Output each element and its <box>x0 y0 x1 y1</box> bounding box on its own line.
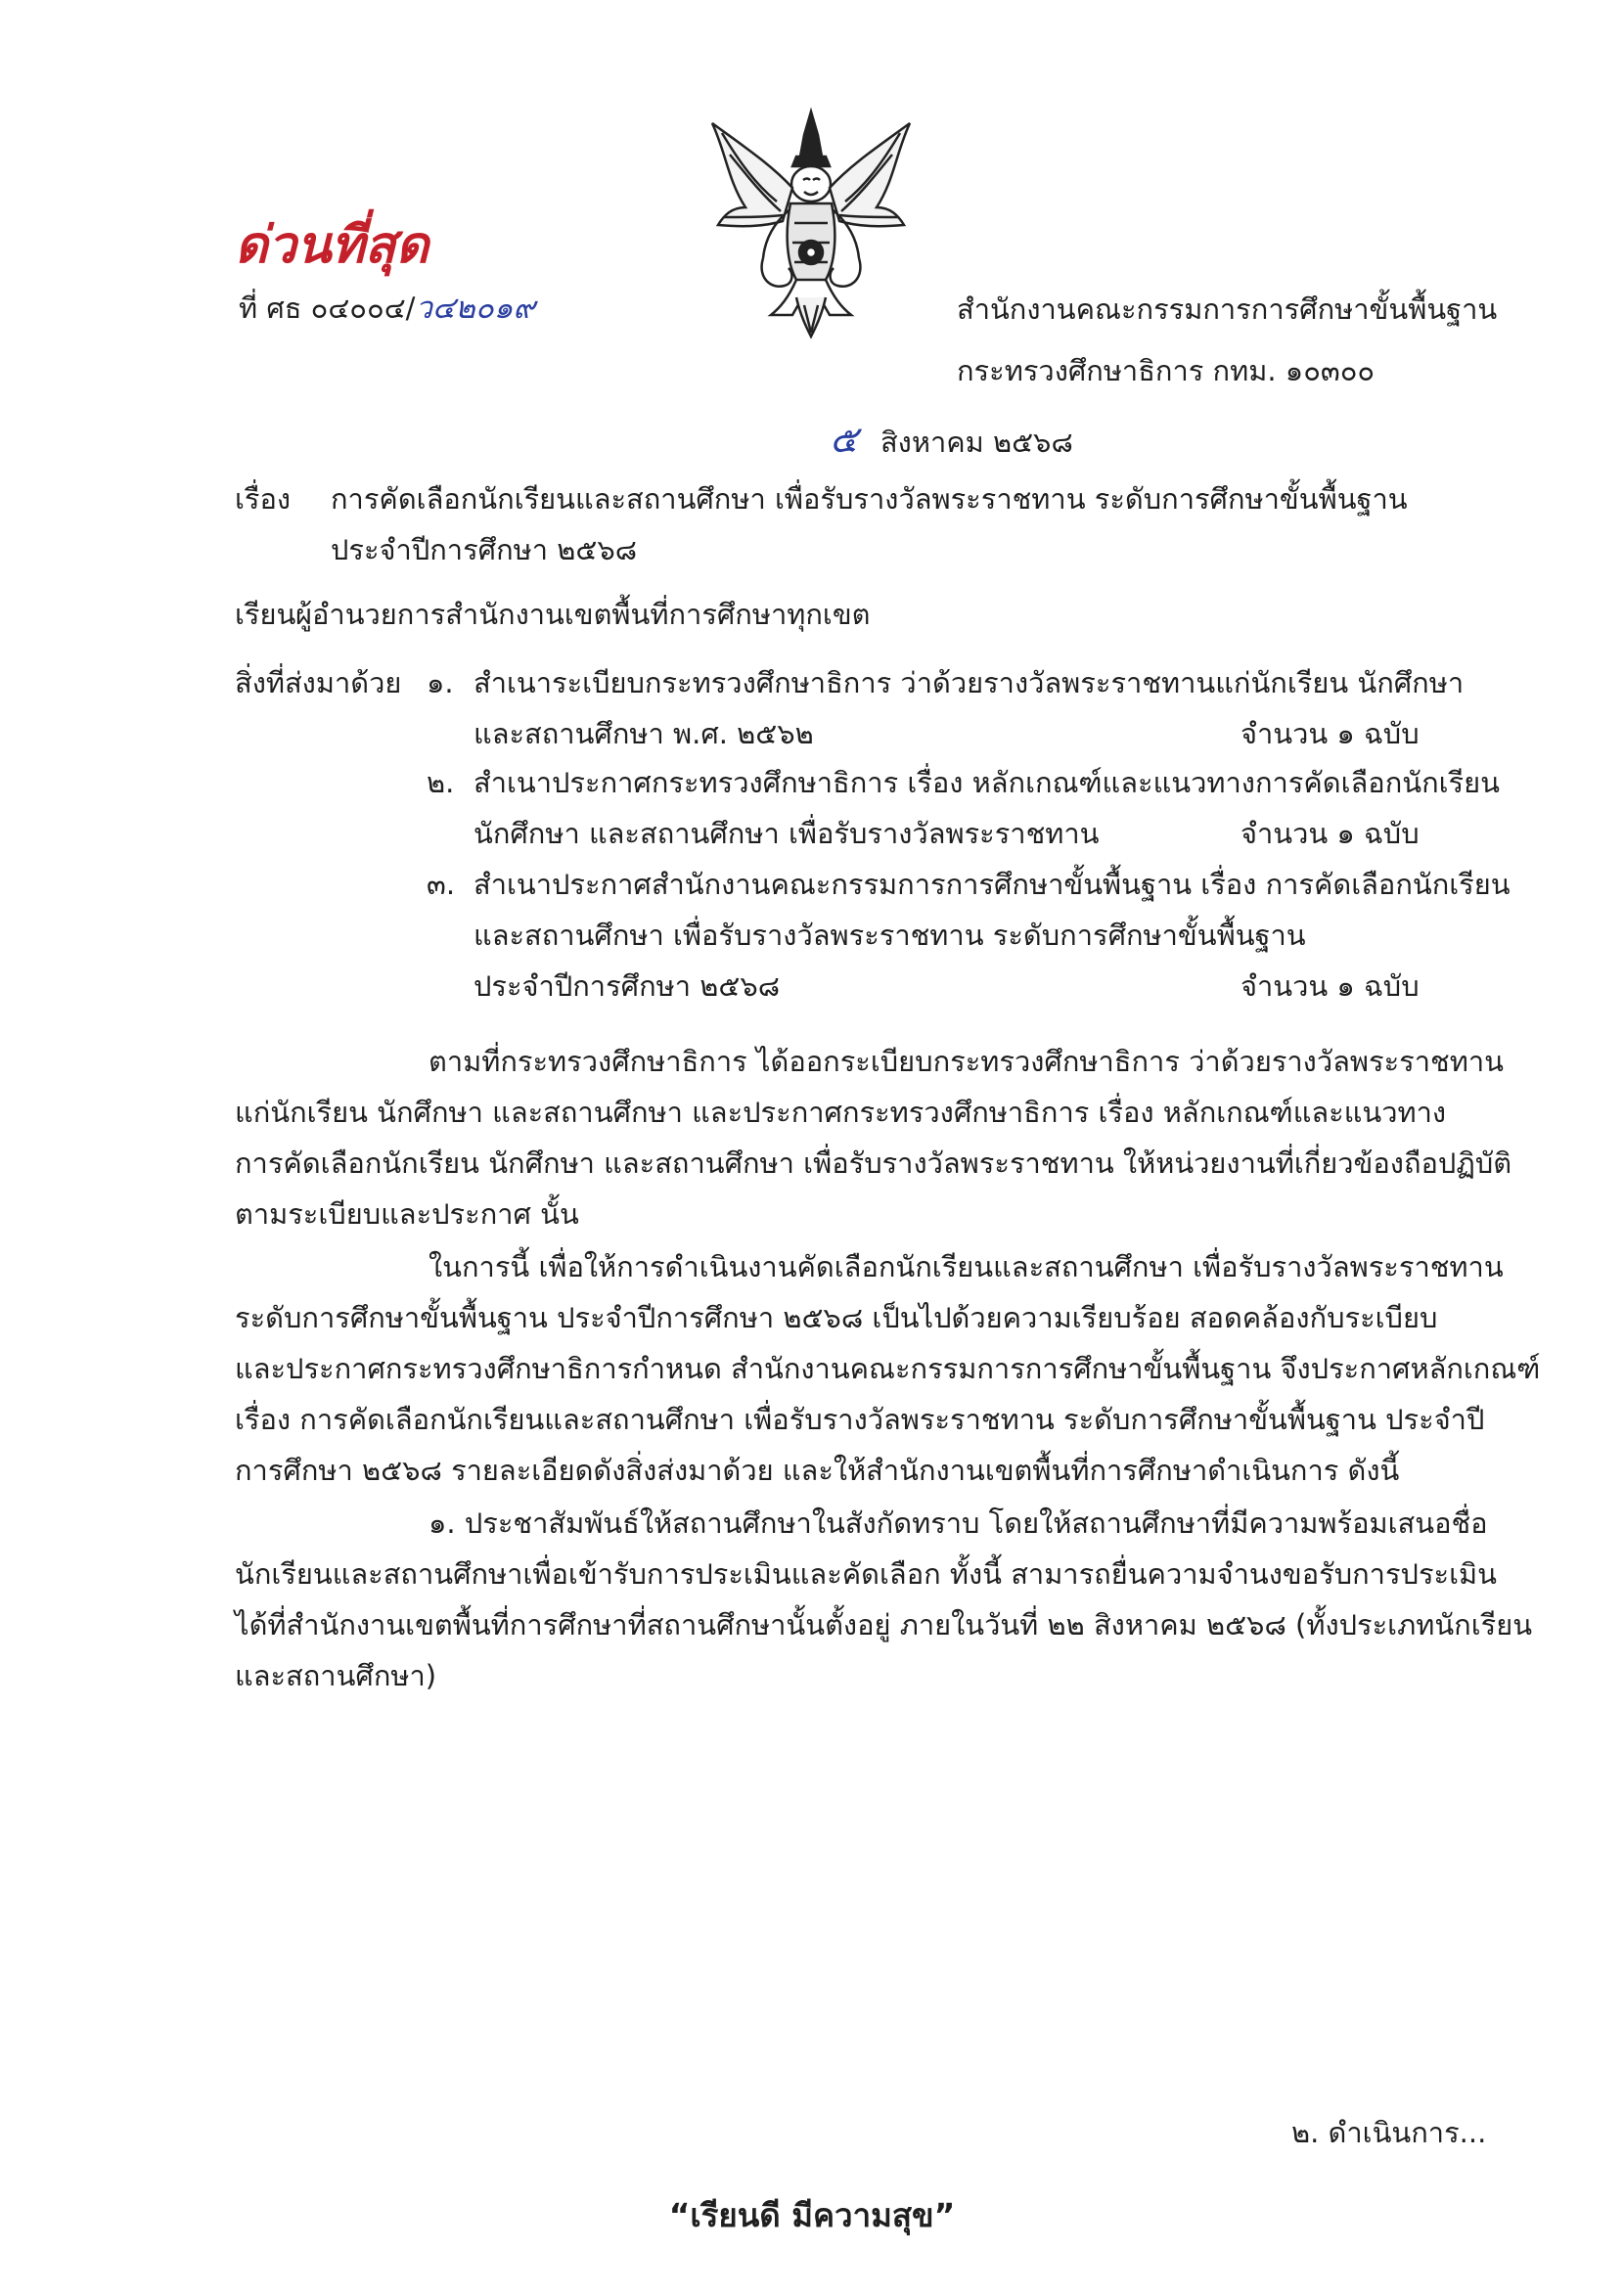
date-month-year: สิงหาคม ๒๕๖๘ <box>880 426 1073 459</box>
paragraph-3-line: นักเรียนและสถานศึกษาเพื่อเข้ารับการประเมินและคัดเลือก ทั้งนี้ สามารถยื่นความจำนงขอรับการประเมิน <box>235 1557 1497 1591</box>
garuda-emblem <box>702 106 920 340</box>
paragraph-2-line: และประกาศกระทรวงศึกษาธิการกำหนด สำนักงานคณะกรรมการการศึกษาขั้นพื้นฐาน จึงประกาศหลักเกณฑ์ <box>235 1352 1541 1385</box>
paragraph-2-line: การศึกษา ๒๕๖๘ รายละเอียดดังสิ่งส่งมาด้วย และให้สำนักงานเขตพื้นที่การศึกษาดำเนินการ ดังนี้ <box>235 1454 1400 1487</box>
reference-number <box>239 293 535 324</box>
enclosure-3-line3: ประจำปีการศึกษา ๒๕๖๘ <box>474 969 781 1003</box>
slogan: “เรียนดี มีความสุข” <box>668 2196 956 2234</box>
reference-prefix: ที่ ศธ ๐๔๐๐๔/ <box>239 292 416 325</box>
enclosure-1-line2: และสถานศึกษา พ.ศ. ๒๕๖๒ <box>474 717 814 750</box>
enclosure-2-quantity: จำนวน ๑ ฉบับ <box>1241 817 1420 850</box>
subject-line2: ประจำปีการศึกษา ๒๕๖๘ <box>331 533 638 566</box>
issuing-office-line2: กระทรวงศึกษาธิการ กทม. ๑๐๓๐๐ <box>957 354 1376 387</box>
paragraph-1-line: ตามที่กระทรวงศึกษาธิการ ได้ออกระเบียบกระทรวงศึกษาธิการ ว่าด้วยรางวัลพระราชทาน <box>429 1045 1504 1078</box>
document-date <box>830 418 1073 461</box>
paragraph-3-line: และสถานศึกษา) <box>235 1659 437 1692</box>
enclosure-3-line2: และสถานศึกษา เพื่อรับรางวัลพระราชทาน ระดับการศึกษาขั้นพื้นฐาน <box>474 919 1306 952</box>
subject-line1: การคัดเลือกนักเรียนและสถานศึกษา เพื่อรับรางวัลพระราชทาน ระดับการศึกษาขั้นพื้นฐาน <box>331 482 1408 516</box>
enclosure-3-line1: สำเนาประกาศสำนักงานคณะกรรมการการศึกษาขั้นพื้นฐาน เรื่อง การคัดเลือกนักเรียน <box>474 868 1511 901</box>
paragraph-3-line: ๑. ประชาสัมพันธ์ให้สถานศึกษาในสังกัดทราบ โดยให้สถานศึกษาที่มีความพร้อมเสนอชื่อ <box>429 1506 1488 1540</box>
addressee: ผู้อำนวยการสำนักงานเขตพื้นที่การศึกษาทุกเขต <box>295 598 871 631</box>
enclosure-number-2: ๒. <box>427 766 455 799</box>
paragraph-2-line: เรื่อง การคัดเลือกนักเรียนและสถานศึกษา เพื่อรับรางวัลพระราชทาน ระดับการศึกษาขั้นพื้นฐาน ประจำปี <box>235 1403 1485 1436</box>
enclosure-2-line1: สำเนาประกาศกระทรวงศึกษาธิการ เรื่อง หลักเกณฑ์และแนวทางการคัดเลือกนักเรียน <box>474 766 1500 799</box>
enclosure-1-line1: สำเนาระเบียบกระทรวงศึกษาธิการ ว่าด้วยรางวัลพระราชทานแก่นักเรียน นักศึกษา <box>474 666 1465 699</box>
paragraph-1-line: ตามระเบียบและประกาศ นั้น <box>235 1197 579 1231</box>
paragraph-2-line: ในการนี้ เพื่อให้การดำเนินงานคัดเลือกนักเรียนและสถานศึกษา เพื่อรับรางวัลพระราชทาน <box>429 1250 1504 1283</box>
enclosure-2-line2: นักศึกษา และสถานศึกษา เพื่อรับรางวัลพระราชทาน <box>474 817 1100 850</box>
enclosures-label: สิ่งที่ส่งมาด้วย <box>235 666 402 699</box>
reference-handwritten-number: ว๔๒๐๑๙ <box>415 291 536 326</box>
issuing-office-line1: สำนักงานคณะกรรมการการศึกษาขั้นพื้นฐาน <box>957 292 1498 326</box>
paragraph-1-line: การคัดเลือกนักเรียน นักศึกษา และสถานศึกษา เพื่อรับรางวัลพระราชทาน ให้หน่วยงานที่เกี่ยวข้องถือปฏิบัติ <box>235 1146 1512 1180</box>
addressee-label: เรียน <box>235 598 296 631</box>
continued-on-next-page: ๒. ดำเนินการ... <box>1291 2116 1487 2149</box>
subject-label: เรื่อง <box>235 482 292 516</box>
enclosure-number-1: ๑. <box>427 666 454 699</box>
urgency-label: ด่วนที่สุด <box>235 216 429 275</box>
date-day-handwritten: ๕ <box>830 418 858 461</box>
paragraph-2-line: ระดับการศึกษาขั้นพื้นฐาน ประจำปีการศึกษา ๒๕๖๘ เป็นไปด้วยความเรียบร้อย สอดคล้องกับระเบียบ <box>235 1301 1438 1334</box>
paragraph-1-line: แก่นักเรียน นักศึกษา และสถานศึกษา และประกาศกระทรวงศึกษาธิการ เรื่อง หลักเกณฑ์และแนวทาง <box>235 1096 1447 1129</box>
enclosure-3-quantity: จำนวน ๑ ฉบับ <box>1241 969 1420 1003</box>
enclosure-1-quantity: จำนวน ๑ ฉบับ <box>1241 717 1420 750</box>
paragraph-3-line: ได้ที่สำนักงานเขตพื้นที่การศึกษาที่สถานศึกษานั้นตั้งอยู่ ภายในวันที่ ๒๒ สิงหาคม ๒๕๖๘ (ทั้งประเภทนักเรียน <box>235 1608 1533 1641</box>
enclosure-number-3: ๓. <box>427 868 456 901</box>
